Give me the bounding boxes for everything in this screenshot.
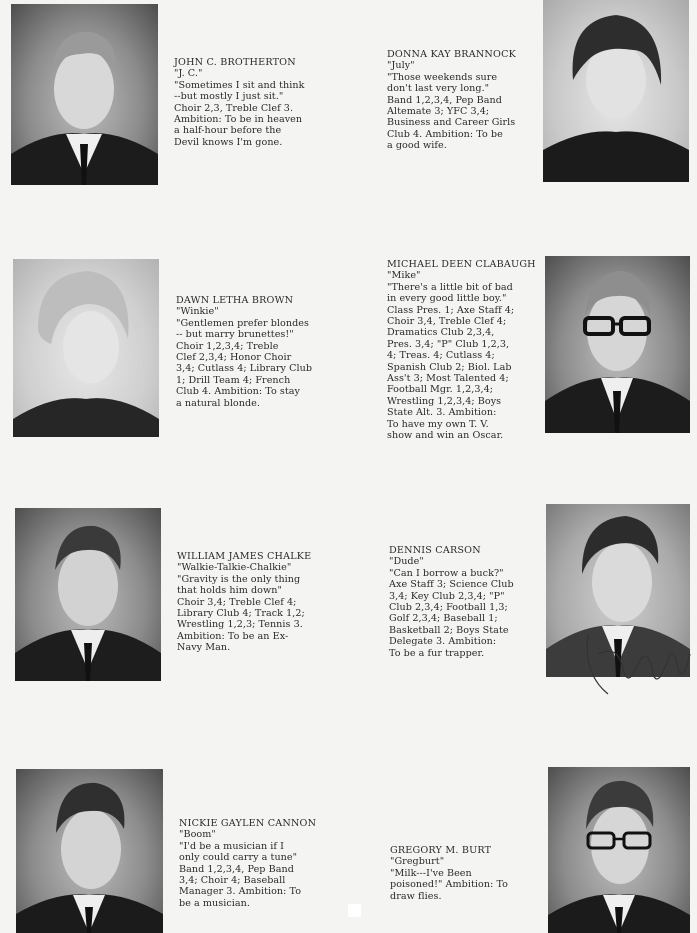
bio-nickie-cannon [179, 818, 339, 909]
student-nickname: "J. C." [174, 68, 203, 80]
student-name: DENNIS CARSON [389, 545, 481, 556]
portrait-nickie-cannon [16, 769, 163, 933]
portrait-dawn-brown [13, 259, 159, 437]
page-mark [348, 904, 361, 917]
bio-john-brotherton [174, 57, 344, 148]
bio-michael-clabaugh [387, 259, 542, 442]
student-nickname: "Mike" [387, 270, 421, 282]
student-nickname: "Walkie-Talkie-Chalkie" [177, 562, 292, 574]
bio-donna-brannock [387, 49, 537, 152]
portrait-figure [545, 256, 690, 433]
portrait-michael-clabaugh [545, 256, 690, 433]
student-name: NICKIE GAYLEN CANNON [179, 818, 317, 829]
portrait-gregory-burt [548, 767, 690, 933]
student-nickname: "Winkie" [176, 306, 219, 318]
student-bio-text: "Sometimes I sit and think --but mostly I just sit." Choir 2,3, Treble Clef 3. Ambition: To be in heaven a half-hour before the Devil knows I'm gone. [174, 79, 305, 148]
student-bio-text: "Those weekends sure don't last very long." Band 1,2,3,4, Pep Band Altemate 3; YFC 3,4; Business and Career Girls Club 4. Ambition: To be a good wife. [387, 71, 516, 152]
bio-william-chalke [177, 551, 342, 654]
portrait-figure [15, 508, 161, 681]
portrait-figure [548, 767, 690, 933]
bio-gregory-burt [390, 845, 540, 902]
student-name: JOHN C. BROTHERTON [174, 57, 296, 68]
portrait-figure [546, 504, 690, 677]
student-name: GREGORY M. BURT [390, 845, 492, 856]
student-bio-text: "Can I borrow a buck?" Axe Staff 3; Science Club 3,4; Key Club 2,3,4; "P" Club 2,3,4; Football 1,3; Golf 2,3,4; Baseball 1; Basketball 2; Boys State Delegate 3. Ambition: To be a fur trapper. [389, 567, 514, 659]
student-nickname: "Boom" [179, 829, 216, 841]
student-nickname: "Gregburt" [390, 856, 445, 868]
bio-dawn-brown [176, 295, 336, 409]
portrait-william-chalke [15, 508, 161, 681]
portrait-donna-brannock [543, 0, 689, 182]
student-name: WILLIAM JAMES CHALKE [177, 551, 312, 562]
portrait-figure [11, 4, 158, 185]
student-bio-text: "Gravity is the only thing that holds him down" Choir 3,4; Treble Clef 4; Library Club 4; Track 1,2; Wrestling 1,2,3; Tennis 3. Ambition: To be an Ex- Navy Man. [177, 573, 305, 654]
portrait-dennis-carson [546, 504, 690, 677]
portrait-figure [16, 769, 163, 933]
portrait-john-brotherton [11, 4, 158, 185]
student-bio-text: "Gentlemen prefer blondes -- but marry brunettes!" Choir 1,2,3,4; Treble Clef 2,3,4; Honor Choir 3,4; Cutlass 4; Library Club 1; Drill Team 4; French Club 4. Ambition: To stay a natural blonde. [176, 317, 313, 409]
student-nickname: "Dude" [389, 556, 424, 568]
portrait-figure [13, 259, 159, 437]
bio-dennis-carson [389, 545, 539, 659]
student-bio-text: "Milk---I've Been poisoned!" Ambition: To draw flies. [390, 867, 508, 902]
student-bio-text: "There's a little bit of bad in every good little boy." Class Pres. 1; Axe Staff 4; Choir 3,4, Treble Clef 4; Dramatics Club 2,3,4, Pres. 3,4; "P" Club 1,2,3, 4; Treas. 4; Cutlass 4; Spanish Club 2; Biol. Lab Ass't 3; Most Talented 4; Football Mgr. 1,2,3,4; Wrestling 1,2,3,4; Boys State Alt. 3. Ambition: To have my own T. V. show and win an Oscar. [387, 281, 515, 442]
student-name: DAWN LETHA BROWN [176, 295, 294, 306]
student-bio-text: "I'd be a musician if I only could carry a tune" Band 1,2,3,4, Pep Band 3,4; Choir 4; Baseball Manager 3. Ambition: To be a musician. [179, 840, 302, 909]
student-nickname: "July" [387, 60, 415, 72]
portrait-figure [543, 0, 689, 182]
student-name: DONNA KAY BRANNOCK [387, 49, 516, 60]
student-name: MICHAEL DEEN CLABAUGH [387, 259, 536, 270]
